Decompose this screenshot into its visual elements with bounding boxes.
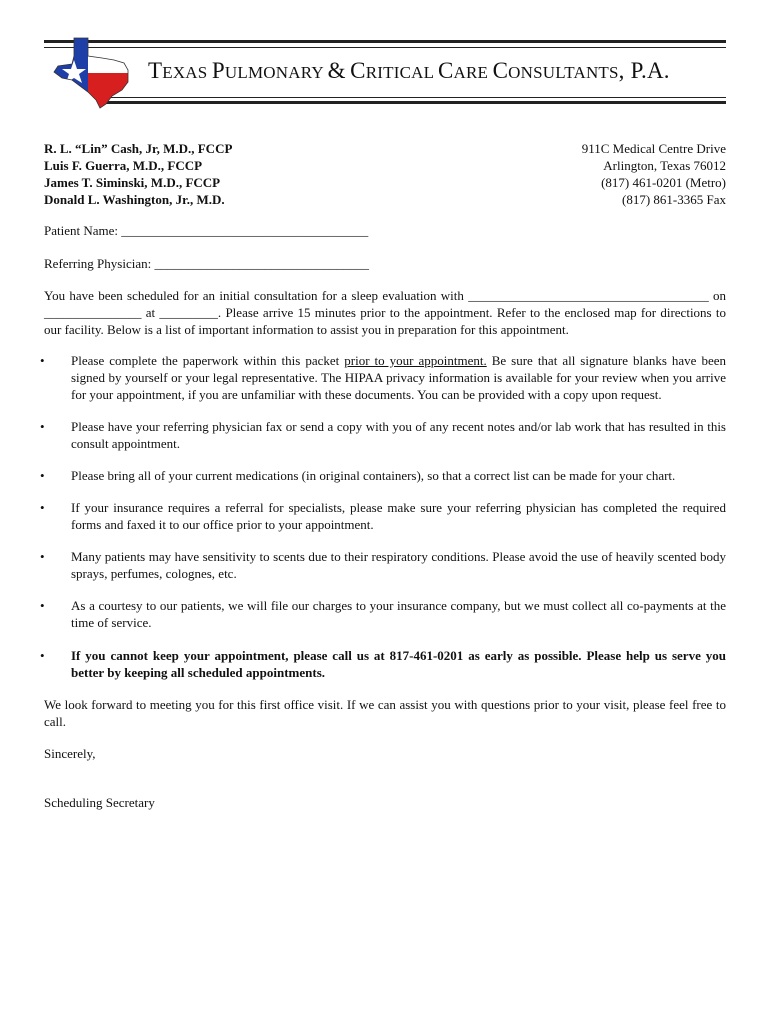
bullet-text: Be sure that all signature blanks have been signed by yourself or your legal representative. The HIPAA privacy information is available for your review when you arrive for your appointment, if you are unfamiliar with these documents. You can be provided with a copy upon request. bbox=[71, 353, 726, 402]
physician-name: Donald L. Washington, Jr., M.D. bbox=[44, 192, 225, 207]
title-rest: RITICAL bbox=[365, 63, 438, 82]
sign-off: Sincerely, bbox=[44, 746, 96, 761]
address-line: 911C Medical Centre Drive bbox=[581, 141, 726, 156]
bullet-scents: Many patients may have sensitivity to scents due to their respiratory conditions. Please avoid the use of heavily scented body sprays, perfumes, colognes, etc. bbox=[71, 549, 726, 581]
texas-flag-logo bbox=[48, 36, 134, 110]
intro-paragraph: You have been scheduled for an initial consultation for a sleep evaluation with _____________________________________ on _______________ at _________. Please arrive 15 minutes prior to the appointment. Refer to the enclosed map for directions to our facility. Below is a list of important information to assist you in preparation for this appointment. bbox=[44, 288, 726, 337]
header-rule-top-thin bbox=[44, 47, 726, 48]
bullet-marker: • bbox=[40, 648, 45, 663]
physician-name: Luis F. Guerra, M.D., FCCP bbox=[44, 158, 203, 173]
header-rule-bottom-thick bbox=[100, 101, 726, 104]
title-initial: C bbox=[437, 58, 454, 83]
practice-name bbox=[148, 58, 670, 84]
title-rest: EXAS bbox=[162, 63, 212, 82]
title-initial: P bbox=[211, 58, 225, 83]
bullet-insurance-referral: If your insurance requires a referral for specialists, please make sure your referring physician has completed the required forms and faxed it to our office prior to your appointment. bbox=[71, 500, 726, 532]
address-line: (817) 461-0201 (Metro) bbox=[601, 175, 726, 190]
office-address bbox=[582, 140, 726, 208]
bullet-marker: • bbox=[40, 468, 45, 483]
address-line: Arlington, Texas 76012 bbox=[603, 158, 726, 173]
title-initial: , P.A. bbox=[618, 58, 670, 83]
bullet-underlined-text: prior to your appointment. bbox=[344, 353, 487, 368]
closing-paragraph: We look forward to meeting you for this first office visit. If we can assist you with questions prior to your visit, please feel free to call. bbox=[44, 697, 726, 729]
referring-physician-field: Referring Physician: _________________________________ bbox=[44, 256, 369, 271]
title-rest: ULMONARY bbox=[224, 63, 328, 82]
title-rest: ARE bbox=[453, 63, 493, 82]
bullet-text: Please complete the paperwork within this packet bbox=[71, 353, 345, 368]
physician-name: R. L. “Lin” Cash, Jr, M.D., FCCP bbox=[44, 141, 233, 156]
bullet-marker: • bbox=[40, 353, 45, 368]
title-initial: & bbox=[327, 58, 346, 83]
title-rest: ONSULTANTS bbox=[508, 63, 619, 82]
physician-list bbox=[44, 140, 232, 208]
patient-name-field: Patient Name: ______________________________________ bbox=[44, 223, 369, 238]
bullet-referral-records: Please have your referring physician fax or send a copy with you of any recent notes and/or lab work that has resulted in this consult appointment. bbox=[71, 419, 726, 451]
bullet-marker: • bbox=[40, 500, 45, 515]
signature: Scheduling Secretary bbox=[44, 795, 155, 810]
bullet-paperwork bbox=[71, 352, 726, 403]
header-rule-bottom bbox=[100, 97, 726, 98]
physician-name: James T. Siminski, M.D., FCCP bbox=[44, 175, 221, 190]
title-initial: C bbox=[492, 58, 509, 83]
bullet-cancellation: If you cannot keep your appointment, please call us at 817-461-0201 as early as possible. Please help us serve you better by keeping all scheduled appointments. bbox=[71, 648, 726, 680]
header-rule-top bbox=[44, 40, 726, 43]
bullet-marker: • bbox=[40, 419, 45, 434]
address-line: (817) 861-3365 Fax bbox=[622, 192, 726, 207]
title-initial: T bbox=[148, 58, 163, 83]
texas-map-icon bbox=[48, 36, 134, 110]
bullet-copayments: As a courtesy to our patients, we will file our charges to your insurance company, but we must collect all co-payments at the time of service. bbox=[71, 598, 726, 630]
bullet-medications: Please bring all of your current medications (in original containers), so that a correct list can be made for your chart. bbox=[71, 468, 676, 483]
title-initial: C bbox=[350, 58, 366, 83]
bullet-marker: • bbox=[40, 598, 45, 613]
bullet-marker: • bbox=[40, 549, 45, 564]
